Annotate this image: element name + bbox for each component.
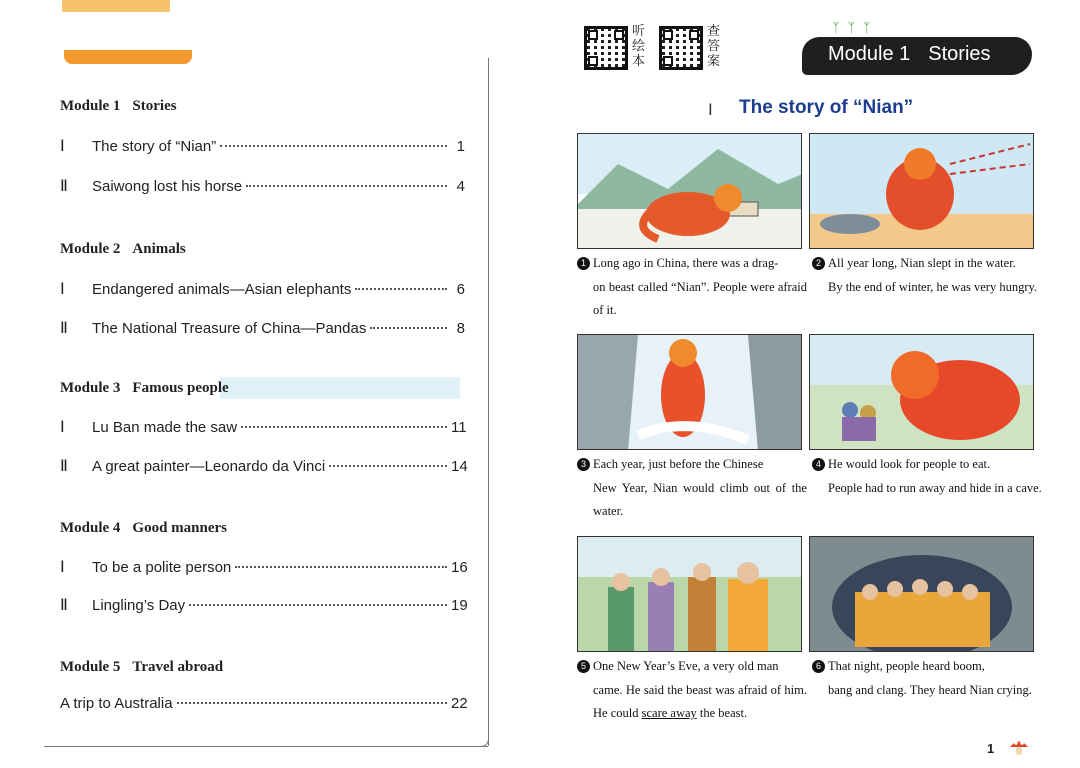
caption-text: New Year, Nian would climb out of the water.	[593, 480, 807, 518]
entry-page: 14	[451, 458, 468, 475]
story-illustration-2	[809, 133, 1034, 249]
entry-title: Endangered animals—Asian elephants	[92, 281, 352, 298]
entry-page: 4	[456, 178, 465, 195]
mushroom-icon	[1008, 736, 1030, 758]
toc-entry[interactable]	[60, 136, 465, 156]
entry-roman: Ⅱ	[60, 178, 68, 195]
entry-page: 6	[456, 281, 465, 298]
toc-entry[interactable]	[60, 456, 468, 476]
module-heading	[60, 377, 480, 399]
story-illustration-4	[809, 334, 1034, 450]
toc-entry[interactable]	[60, 595, 468, 615]
module-banner	[802, 37, 1032, 75]
dot-leader	[370, 327, 447, 329]
entry-roman: Ⅰ	[60, 138, 65, 155]
entry-title: Saiwong lost his horse	[92, 178, 243, 195]
entry-page: 16	[451, 559, 468, 576]
entry-roman: Ⅰ	[60, 281, 65, 298]
caption-text: By the end of winter, he was very hungry.	[828, 279, 1038, 294]
dot-leader	[235, 566, 447, 568]
caption-text-part: the beast.	[696, 706, 748, 720]
entry-page: 8	[456, 320, 465, 337]
sprout-icon: ᛉ ᛉ ᛉ	[832, 20, 873, 35]
module-number: Module 1	[60, 98, 121, 114]
banner-module-number: Module 1	[828, 43, 911, 65]
caption-number: 4	[812, 458, 825, 471]
caption-line: Long ago in China, there was a drag-	[593, 256, 779, 270]
module-title: Stories	[132, 98, 177, 114]
story-illustration-3	[577, 334, 802, 450]
entry-roman: Ⅱ	[60, 597, 68, 614]
story-illustration-6	[809, 536, 1034, 652]
toc-module-1	[60, 95, 480, 195]
entry-page: 22	[451, 695, 468, 712]
caption-text	[577, 679, 807, 726]
qr-code-listen[interactable]	[584, 26, 628, 70]
entry-title: Lu Ban made the saw	[92, 419, 238, 436]
caption-text: bang and clang. They heard Nian crying.	[828, 682, 1032, 697]
caption-line: He would look for people to eat.	[828, 457, 991, 471]
entry-title: The National Treasure of China—Pandas	[92, 320, 367, 337]
entry-title: A great painter—Leonardo da Vinci	[92, 458, 326, 475]
story-caption-2	[812, 252, 1042, 299]
dot-leader	[329, 465, 447, 467]
entry-title: To be a polite person	[92, 559, 232, 576]
module-title: Travel abroad	[132, 659, 224, 675]
decorative-tab	[62, 0, 170, 12]
module-number: Module 4	[60, 520, 121, 536]
qr-label-listen: 听绘本	[632, 24, 646, 69]
contents-page	[0, 0, 492, 768]
caption-underlined-phrase: scare away	[641, 706, 697, 720]
entry-roman: Ⅰ	[60, 559, 65, 576]
dot-leader	[246, 185, 447, 187]
module-title: Animals	[132, 241, 186, 257]
toc-entry[interactable]	[60, 695, 468, 715]
entry-roman: Ⅰ	[60, 419, 65, 436]
toc-entry[interactable]	[60, 318, 465, 338]
dot-leader	[177, 702, 447, 704]
caption-number: 2	[812, 257, 825, 270]
page-edge	[488, 58, 489, 746]
toc-module-5	[60, 656, 480, 712]
caption-line: All year long, Nian slept in the water.	[828, 256, 1016, 270]
caption-text: on beast called “Nian”. People were afraid of it.	[593, 279, 807, 317]
banner-module-title: Stories	[928, 43, 991, 65]
entry-title: The story of “Nian”	[92, 138, 217, 155]
entry-roman: Ⅱ	[60, 458, 68, 475]
caption-number: 3	[577, 458, 590, 471]
entry-page: 19	[451, 597, 468, 614]
module-heading	[60, 238, 480, 260]
caption-line: That night, people heard boom,	[828, 659, 985, 673]
dot-leader	[189, 604, 447, 606]
module-number: Module 5	[60, 659, 121, 675]
toc-entry[interactable]	[60, 176, 465, 196]
module-title: Good manners	[132, 520, 228, 536]
entry-page: 11	[451, 419, 467, 436]
dot-leader	[241, 426, 447, 428]
qr-label-answers: 查答案	[707, 24, 721, 69]
toc-entry[interactable]	[60, 557, 468, 577]
story-illustration-5	[577, 536, 802, 652]
page-edge-bottom	[44, 746, 488, 747]
toc-module-2	[60, 238, 480, 337]
entry-title: Lingling’s Day	[92, 597, 186, 614]
entry-roman: Ⅱ	[60, 320, 68, 337]
module-heading	[60, 656, 480, 678]
story-illustration-1	[577, 133, 802, 249]
caption-number: 5	[577, 660, 590, 673]
toc-module-3	[60, 377, 480, 475]
caption-text: People had to run away and hide in a cave.	[828, 480, 1042, 495]
dot-leader	[355, 288, 447, 290]
story-caption-5	[577, 655, 807, 726]
story-title: The story of “Nian”	[739, 97, 914, 118]
caption-number: 1	[577, 257, 590, 270]
story-caption-3	[577, 453, 807, 524]
page-number: 1	[987, 741, 995, 756]
toc-entry[interactable]	[60, 417, 465, 437]
story-caption-4	[812, 453, 1042, 500]
module-number: Module 2	[60, 241, 121, 257]
caption-text-part: came. He said the beast was afraid of him. He could	[593, 682, 807, 720]
module-heading	[60, 517, 480, 539]
caption-number: 6	[812, 660, 825, 673]
caption-line: Each year, just before the Chinese	[593, 457, 764, 471]
orange-tab	[64, 50, 192, 64]
caption-line: One New Year’s Eve, a very old man	[593, 659, 779, 673]
module-number: Module 3	[60, 380, 121, 396]
toc-module-4	[60, 517, 480, 614]
entry-title: A trip to Australia	[60, 695, 173, 712]
dot-leader	[220, 145, 447, 147]
story-roman: Ⅰ	[708, 102, 713, 119]
module-title: Famous people	[132, 380, 229, 396]
entry-page: 1	[456, 138, 465, 155]
story-caption-6	[812, 655, 1042, 702]
qr-code-answers[interactable]	[659, 26, 703, 70]
toc-entry[interactable]	[60, 279, 465, 299]
story-caption-1	[577, 252, 807, 323]
module-heading	[60, 95, 480, 117]
